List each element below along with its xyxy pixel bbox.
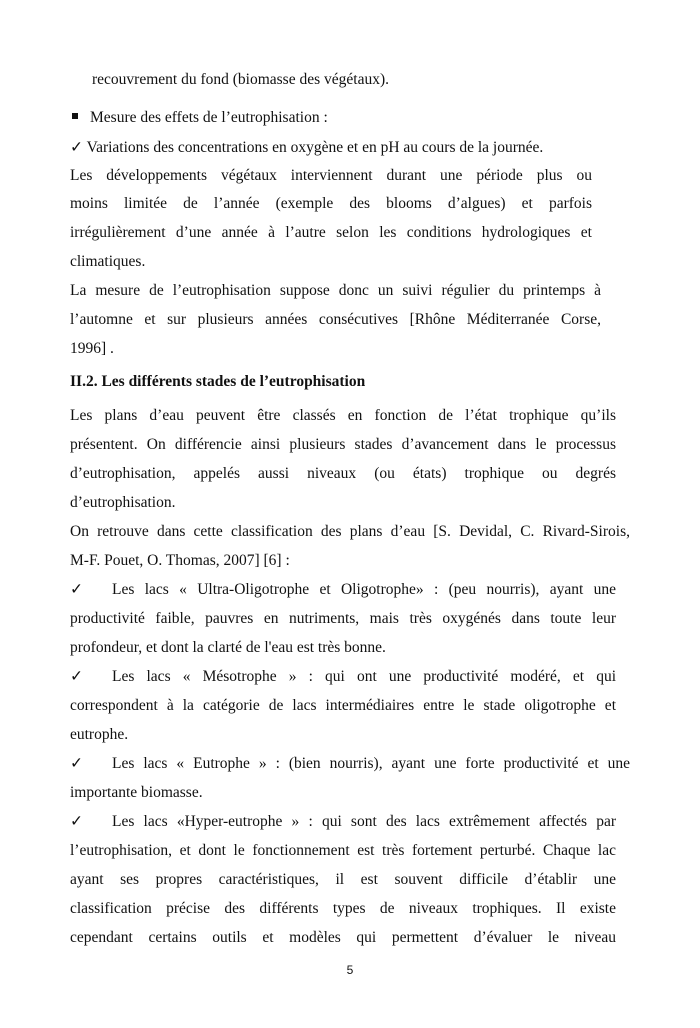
checkmark-icon: ✓ bbox=[70, 581, 83, 598]
text-line: classification précise des différents types de niveaux trophiques. Il existe bbox=[70, 900, 616, 917]
text-line: La mesure de l’eutrophisation suppose donc un suivi régulier du printemps à bbox=[70, 282, 601, 299]
text-line: l’eutrophisation, et dont le fonctionnement est très fortement perturbé. Chaque lac bbox=[70, 842, 616, 859]
checkmark-icon: ✓ bbox=[70, 755, 83, 772]
text-line: correspondent à la catégorie de lacs intermédiaires entre le stade oligotrophe et bbox=[70, 697, 616, 714]
square-bullet-icon bbox=[72, 113, 78, 119]
section-heading: II.2. Les différents stades de l’eutrophisation bbox=[70, 373, 366, 390]
text-line: On retrouve dans cette classification des plans d’eau [S. Devidal, C. Rivard-Sirois, bbox=[70, 523, 630, 540]
check-item-text: Les lacs «Hyper-eutrophe » : qui sont des lacs extrêmement affectés par bbox=[112, 813, 616, 830]
text-line: Les développements végétaux interviennent durant une période plus ou bbox=[70, 167, 592, 184]
checkmark-icon: ✓ bbox=[70, 813, 83, 830]
text-line: profondeur, et dont la clarté de l'eau est très bonne. bbox=[70, 639, 386, 656]
check-item bbox=[70, 138, 543, 158]
text-line: cependant certains outils et modèles qui permettent d’évaluer le niveau bbox=[70, 929, 616, 946]
text-line: l’automne et sur plusieurs années consécutives [Rhône Méditerranée Corse, bbox=[70, 311, 601, 328]
check-item-text: Les lacs « Mésotrophe » : qui ont une productivité modéré, et qui bbox=[112, 668, 616, 685]
checkmark-icon: ✓ bbox=[70, 139, 83, 156]
text-line: moins limitée de l’année (exemple des blooms d’algues) et parfois bbox=[70, 195, 592, 212]
bullet-item bbox=[72, 108, 328, 128]
checkmark-icon: ✓ bbox=[70, 668, 83, 685]
text-line: recouvrement du fond (biomasse des végétaux). bbox=[92, 71, 389, 88]
text-line: d’eutrophisation, appelés aussi niveaux (ou états) trophique ou degrés bbox=[70, 465, 616, 482]
text-line: Les plans d’eau peuvent être classés en fonction de l’état trophique qu’ils bbox=[70, 407, 616, 424]
text-line: ayant ses propres caractéristiques, il est souvent difficile d’établir une bbox=[70, 871, 616, 888]
text-line: irrégulièrement d’une année à l’autre selon les conditions hydrologiques et bbox=[70, 224, 592, 241]
text-line: présentent. On différencie ainsi plusieurs stades d’avancement dans le processus bbox=[70, 436, 616, 453]
text-line: climatiques. bbox=[70, 253, 146, 270]
check-item-text: Variations des concentrations en oxygène et en pH au cours de la journée. bbox=[86, 139, 544, 156]
page-number: 5 bbox=[346, 963, 354, 977]
check-item-text: Les lacs « Ultra-Oligotrophe et Oligotrophe» : (peu nourris), ayant une bbox=[112, 581, 616, 598]
text-line: d’eutrophisation. bbox=[70, 494, 176, 511]
bullet-text: Mesure des effets de l’eutrophisation : bbox=[90, 109, 328, 126]
text-line: productivité faible, pauvres en nutriments, mais très oxygénés dans toute leur bbox=[70, 610, 616, 627]
check-item-text: Les lacs « Eutrophe » : (bien nourris), ayant une forte productivité et une bbox=[112, 755, 630, 772]
text-line: eutrophe. bbox=[70, 726, 129, 743]
text-line: M-F. Pouet, O. Thomas, 2007] [6] : bbox=[70, 552, 290, 569]
text-line: 1996] . bbox=[70, 340, 114, 357]
text-line: importante biomasse. bbox=[70, 784, 203, 801]
